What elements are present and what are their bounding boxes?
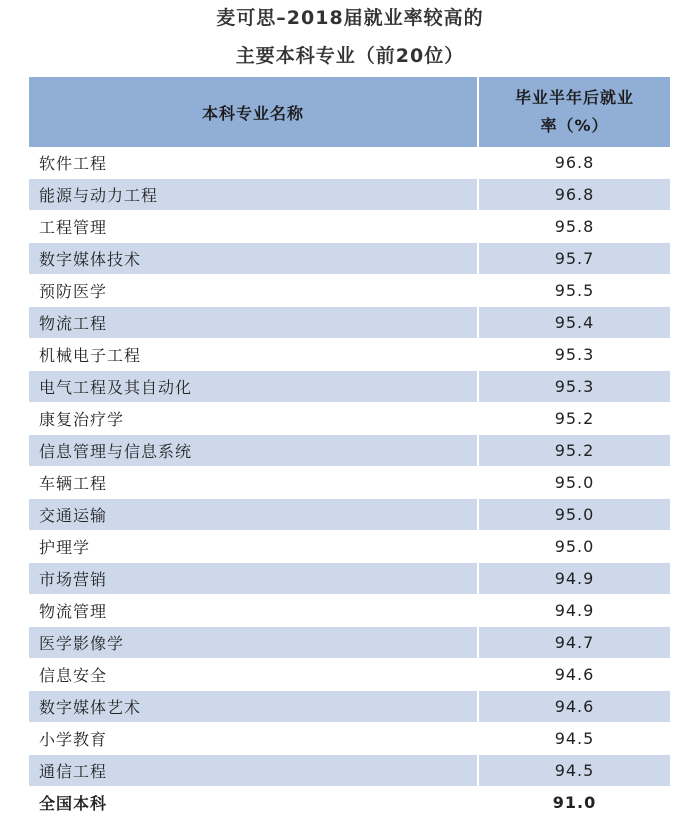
major-name-cell: 物流管理 <box>29 595 478 627</box>
table-body <box>29 147 670 819</box>
major-name-cell: 通信工程 <box>29 755 478 787</box>
major-name-cell: 工程管理 <box>29 211 478 243</box>
employment-rate-cell: 94.5 <box>478 755 670 787</box>
table-row <box>29 659 670 691</box>
header-employment-rate <box>478 77 670 147</box>
table-row <box>29 371 670 403</box>
major-name-cell: 信息安全 <box>29 659 478 691</box>
table-row <box>29 435 670 467</box>
table-row <box>29 755 670 787</box>
table-row <box>29 275 670 307</box>
table-row <box>29 499 670 531</box>
table-row <box>29 595 670 627</box>
table-row <box>29 147 670 179</box>
major-name-cell: 信息管理与信息系统 <box>29 435 478 467</box>
table-row <box>29 723 670 755</box>
major-name-cell: 电气工程及其自动化 <box>29 371 478 403</box>
employment-rate-cell: 96.8 <box>478 147 670 179</box>
employment-rate-cell: 95.2 <box>478 403 670 435</box>
employment-rate-cell: 95.0 <box>478 499 670 531</box>
header-major-name: 本科专业名称 <box>29 77 478 147</box>
employment-rate-cell: 95.0 <box>478 467 670 499</box>
major-name-cell: 数字媒体技术 <box>29 243 478 275</box>
major-name-cell: 小学教育 <box>29 723 478 755</box>
employment-rate-cell: 94.6 <box>478 659 670 691</box>
major-name-cell: 交通运输 <box>29 499 478 531</box>
table-row <box>29 211 670 243</box>
table-row <box>29 563 670 595</box>
major-name-cell: 物流工程 <box>29 307 478 339</box>
table-row <box>29 243 670 275</box>
table-row <box>29 531 670 563</box>
employment-rate-cell: 95.8 <box>478 211 670 243</box>
employment-rate-table <box>29 77 670 819</box>
table-row <box>29 627 670 659</box>
employment-rate-cell: 94.9 <box>478 563 670 595</box>
total-rate-cell: 91.0 <box>478 787 670 819</box>
employment-rate-cell: 95.3 <box>478 371 670 403</box>
data-table-container <box>29 77 670 819</box>
employment-rate-cell: 94.9 <box>478 595 670 627</box>
major-name-cell: 能源与动力工程 <box>29 179 478 211</box>
table-header-row <box>29 77 670 147</box>
table-row <box>29 467 670 499</box>
table-row-total <box>29 787 670 819</box>
total-name-cell: 全国本科 <box>29 787 478 819</box>
employment-rate-cell: 95.4 <box>478 307 670 339</box>
major-name-cell: 医学影像学 <box>29 627 478 659</box>
table-row <box>29 307 670 339</box>
employment-rate-cell: 95.2 <box>478 435 670 467</box>
employment-rate-cell: 94.5 <box>478 723 670 755</box>
employment-rate-cell: 94.7 <box>478 627 670 659</box>
major-name-cell: 预防医学 <box>29 275 478 307</box>
major-name-cell: 康复治疗学 <box>29 403 478 435</box>
major-name-cell: 市场营销 <box>29 563 478 595</box>
employment-rate-cell: 95.5 <box>478 275 670 307</box>
major-name-cell: 数字媒体艺术 <box>29 691 478 723</box>
employment-rate-cell: 96.8 <box>478 179 670 211</box>
table-row <box>29 179 670 211</box>
employment-rate-cell: 95.0 <box>478 531 670 563</box>
table-row <box>29 691 670 723</box>
employment-rate-cell: 95.7 <box>478 243 670 275</box>
major-name-cell: 护理学 <box>29 531 478 563</box>
employment-rate-cell: 94.6 <box>478 691 670 723</box>
employment-rate-cell: 95.3 <box>478 339 670 371</box>
header-rate-line-2: 率（%） <box>540 116 609 135</box>
title-line-1: 麦可思–2018届就业率较高的 <box>216 7 484 29</box>
title-line-2: 主要本科专业（前20位） <box>235 45 465 67</box>
major-name-cell: 软件工程 <box>29 147 478 179</box>
major-name-cell: 车辆工程 <box>29 467 478 499</box>
header-rate-line-1: 毕业半年后就业 <box>514 88 634 107</box>
table-row <box>29 339 670 371</box>
table-row <box>29 403 670 435</box>
major-name-cell: 机械电子工程 <box>29 339 478 371</box>
